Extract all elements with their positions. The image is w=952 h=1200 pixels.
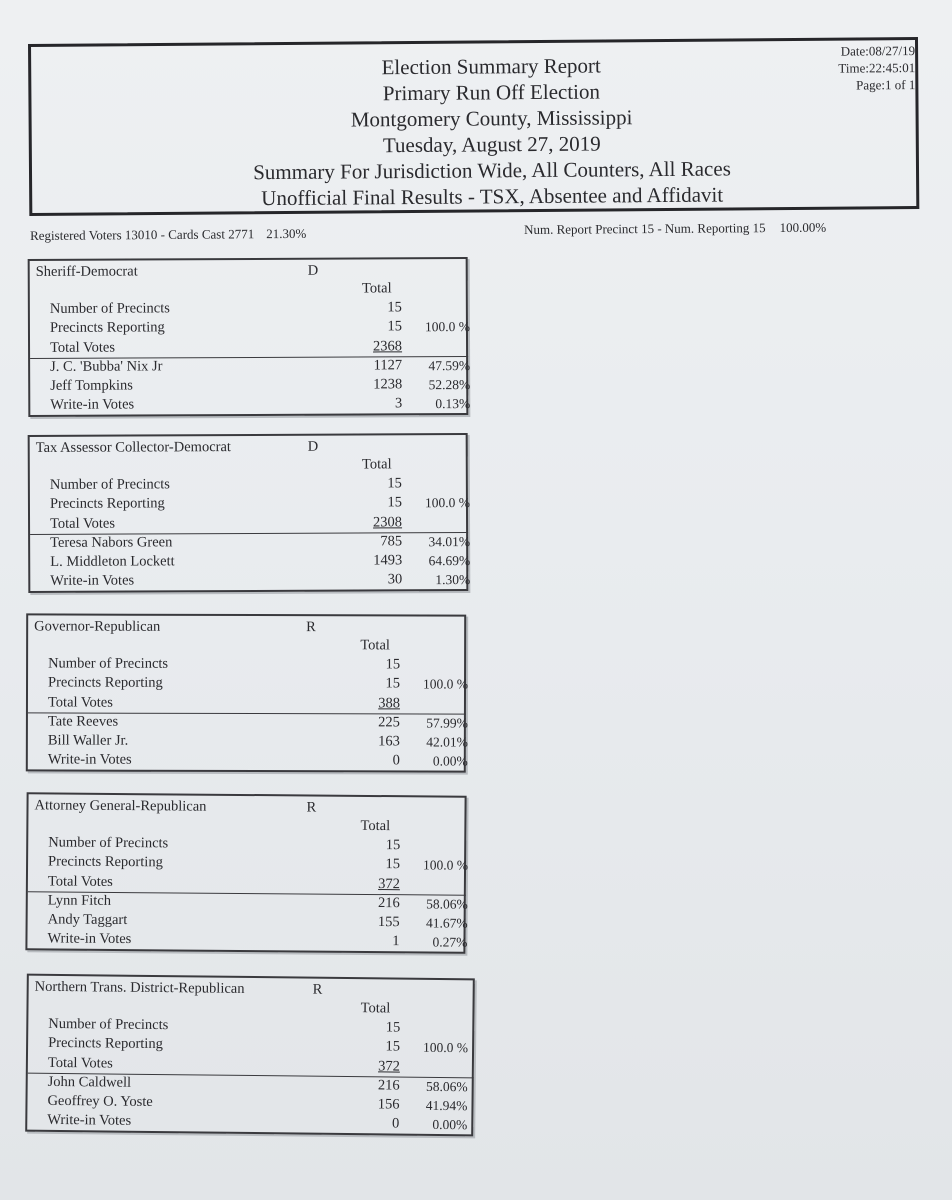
candidate-votes: 1238 (373, 376, 403, 393)
candidate-pct: 0.13% (435, 396, 471, 412)
total-header: Total (360, 637, 390, 654)
candidate-votes: 216 (377, 1077, 400, 1094)
candidate-row (48, 732, 468, 752)
row-label: Total Votes (50, 339, 115, 356)
candidate-votes: 1493 (373, 552, 403, 569)
summary-scope: Summary For Jurisdiction Wide, All Counters, All Races (253, 156, 731, 185)
candidate-pct: 41.94% (425, 1098, 468, 1114)
row-value: 15 (387, 494, 402, 511)
row-value: 15 (387, 475, 402, 492)
candidate-row (50, 375, 470, 396)
candidate-name: Write-in Votes (50, 396, 135, 414)
candidate-pct: 0.00% (432, 1117, 468, 1133)
row-label: Precincts Reporting (48, 853, 163, 871)
turnout-pct: 21.30% (266, 225, 307, 242)
precincts-reporting-row (50, 317, 470, 338)
row-label: Total Votes (50, 515, 115, 532)
total-votes-row (50, 337, 470, 358)
header-meta (838, 42, 915, 94)
row-value: 15 (387, 318, 402, 335)
row-pct: 100.0 % (423, 857, 469, 874)
candidate-name: Bill Waller Jr. (47, 732, 129, 749)
race-box (25, 792, 469, 953)
candidate-pct: 52.28% (428, 377, 471, 393)
candidate-name: Jeff Tompkins (50, 377, 133, 395)
total-header: Total (361, 280, 392, 297)
row-value: 15 (385, 656, 401, 673)
candidate-votes: 0 (391, 1115, 400, 1133)
row-label: Total Votes (47, 1054, 113, 1072)
candidate-pct: 41.67% (425, 915, 468, 931)
candidate-votes: 0 (392, 752, 400, 769)
candidate-name: Write-in Votes (47, 1112, 132, 1130)
row-label: Number of Precincts (48, 834, 169, 852)
row-label: Number of Precincts (49, 476, 170, 493)
row-value: 15 (385, 675, 401, 692)
candidate-row (47, 1111, 467, 1135)
row-label: Precincts Reporting (48, 1035, 163, 1053)
row-value: 372 (378, 875, 400, 892)
print-time: Time:22:45:01 (838, 60, 916, 76)
row-label: Total Votes (47, 694, 113, 711)
candidate-name: Teresa Nabors Green (50, 534, 173, 551)
total-votes-row (50, 513, 470, 534)
row-value: 15 (387, 299, 402, 316)
candidate-pct: 57.99% (426, 715, 468, 731)
row-value: 2308 (373, 513, 403, 531)
election-date: Tuesday, August 27, 2019 (382, 131, 601, 158)
race-box (28, 257, 469, 417)
race-title: Governor-Republican (34, 618, 161, 635)
row-pct: 100.0 % (423, 676, 469, 692)
race-party: R (306, 799, 317, 816)
candidate-votes: 30 (387, 571, 403, 588)
candidate-row (48, 751, 468, 771)
row-label: Precincts Reporting (49, 495, 165, 513)
candidate-pct: 42.01% (426, 734, 468, 750)
row-pct: 100.0 % (423, 1040, 469, 1056)
candidate-name: John Caldwell (47, 1073, 132, 1091)
race-party: D (307, 262, 319, 279)
num-precincts-row (50, 474, 470, 495)
candidate-pct: 0.00% (432, 753, 468, 770)
print-date: Date:08/27/19 (840, 43, 916, 59)
candidate-name: Tate Reeves (47, 713, 119, 730)
candidate-votes: 225 (378, 714, 400, 731)
race-rows (50, 474, 471, 592)
total-header: Total (360, 1000, 391, 1017)
total-header: Total (361, 456, 392, 473)
candidate-votes: 1127 (373, 357, 403, 374)
race-party: D (307, 438, 319, 455)
report-title: Election Summary Report (381, 53, 601, 80)
reporting-pct: 100.00% (779, 219, 827, 235)
candidate-row (48, 712, 468, 732)
candidate-row (50, 356, 470, 377)
total-header: Total (360, 817, 391, 835)
race-title: Attorney General-Republican (34, 797, 207, 815)
total-votes-row (48, 693, 468, 713)
candidate-pct: 47.59% (428, 357, 471, 374)
results-status: Unofficial Final Results - TSX, Absentee and Affidavit (261, 182, 724, 211)
row-label: Number of Precincts (48, 655, 169, 672)
race-box (25, 974, 475, 1137)
candidate-pct: 58.06% (425, 1078, 468, 1095)
candidate-row (47, 930, 467, 953)
race-rows (50, 298, 471, 416)
candidate-votes: 216 (377, 894, 400, 912)
candidate-row (50, 571, 470, 592)
precincts-reporting-row (50, 493, 470, 514)
candidate-votes: 785 (380, 533, 403, 550)
candidate-votes: 155 (377, 914, 400, 931)
race-box (28, 433, 469, 593)
row-value: 2368 (373, 337, 403, 355)
precincts-reporting-summary: Num. Report Precinct 15 - Num. Reporting 15 (524, 220, 766, 237)
registered-voters: Registered Voters 13010 - Cards Cast 2771 (30, 226, 255, 243)
row-label: Precincts Reporting (49, 319, 165, 337)
race-title: Tax Assessor Collector-Democrat (35, 439, 231, 456)
row-label: Precincts Reporting (48, 674, 163, 692)
race-title: Sheriff-Democrat (35, 263, 138, 280)
row-value: 388 (378, 694, 400, 711)
candidate-votes: 163 (378, 733, 400, 750)
candidate-name: Write-in Votes (47, 930, 132, 948)
registered-voters-line (30, 226, 318, 244)
candidate-votes: 3 (395, 395, 403, 412)
row-value: 372 (378, 1057, 400, 1075)
row-label: Number of Precincts (48, 1015, 169, 1034)
race-box (26, 613, 469, 772)
row-value: 15 (385, 837, 401, 854)
num-precincts-row (48, 654, 468, 674)
race-rows (48, 654, 468, 771)
race-title: Northern Trans. District-Republican (34, 978, 245, 997)
num-precincts-row (50, 298, 470, 319)
candidate-votes: 1 (392, 933, 400, 950)
header-title-block (171, 51, 812, 212)
race-party: R (306, 619, 316, 636)
candidate-pct: 1.30% (435, 572, 471, 588)
race-party: R (312, 981, 323, 998)
candidate-name: L. Middleton Lockett (50, 553, 175, 571)
row-pct: 100.0 % (424, 319, 470, 335)
precincts-reporting-row (48, 674, 468, 694)
candidate-row (50, 532, 470, 553)
candidate-row (50, 551, 470, 572)
reporting-line (524, 220, 840, 238)
row-pct: 100.0 % (424, 495, 470, 511)
county-name: Montgomery County, Mississippi (350, 105, 633, 132)
row-label: Number of Precincts (49, 300, 170, 317)
candidate-name: J. C. 'Bubba' Nix Jr (50, 358, 163, 375)
candidate-votes: 156 (377, 1096, 400, 1113)
row-value: 15 (385, 1038, 401, 1055)
candidate-pct: 64.69% (428, 553, 471, 569)
candidate-pct: 58.06% (426, 896, 468, 912)
row-value: 15 (385, 1019, 401, 1036)
race-rows (47, 833, 468, 952)
candidate-name: Write-in Votes (47, 751, 132, 769)
candidate-row (50, 395, 470, 416)
candidate-name: Geoffrey O. Yoste (47, 1093, 153, 1111)
candidate-pct: 34.01% (428, 533, 471, 550)
candidate-name: Andy Taggart (47, 911, 128, 929)
candidate-name: Write-in Votes (50, 572, 135, 590)
candidate-pct: 0.27% (432, 934, 468, 951)
candidate-name: Lynn Fitch (47, 892, 112, 909)
report-header (28, 37, 919, 216)
race-rows (47, 1015, 468, 1135)
page-number: Page:1 of 1 (856, 77, 916, 93)
row-value: 15 (385, 856, 401, 873)
election-name: Primary Run Off Election (382, 79, 601, 106)
row-label: Total Votes (47, 873, 113, 890)
